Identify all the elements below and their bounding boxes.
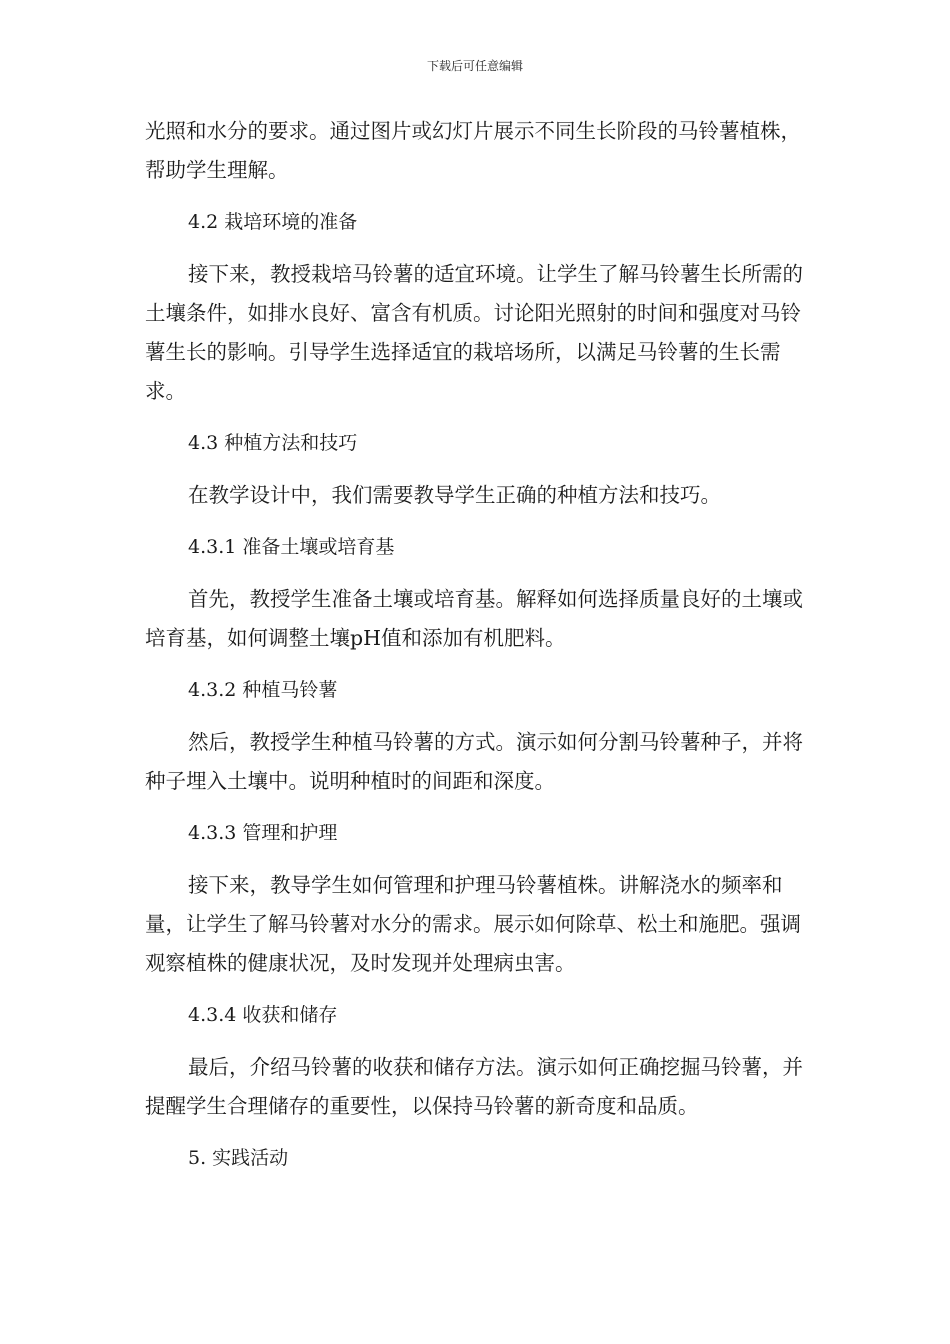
paragraph-planting: 然后，教授学生种植马铃薯的方式。演示如何分割马铃薯种子，并将种子埋入土壤中。说明种植时的间距和深度。 bbox=[145, 730, 803, 793]
paragraph-intro: 光照和水分的要求。通过图片或幻灯片展示不同生长阶段的马铃薯植株，帮助学生理解。 bbox=[145, 119, 801, 182]
section-heading-4-3-2: 4.3.2 种植马铃薯 bbox=[188, 679, 338, 701]
paragraph-soil: 首先，教授学生准备土壤或培育基。解释如何选择质量良好的土壤或培育基，如何调整土壤pH值和添加有机肥料。 bbox=[145, 587, 803, 650]
document-body bbox=[145, 112, 805, 1191]
section-heading-5: 5. 实践活动 bbox=[188, 1147, 289, 1169]
section-heading-4-3-4: 4.3.4 收获和储存 bbox=[188, 1004, 338, 1026]
paragraph-methods: 在教学设计中，我们需要教导学生正确的种植方法和技巧。 bbox=[188, 483, 721, 507]
paragraph-environment: 接下来，教授栽培马铃薯的适宜环境。让学生了解马铃薯生长所需的土壤条件，如排水良好、富含有机质。讨论阳光照射的时间和强度对马铃薯生长的影响。引导学生选择适宜的栽培场所，以满足马铃薯的生长需求。 bbox=[145, 262, 803, 403]
section-heading-4-3-1: 4.3.1 准备土壤或培育基 bbox=[188, 536, 395, 558]
header-note: 下载后可任意编辑 bbox=[426, 59, 523, 73]
section-heading-4-2: 4.2 栽培环境的准备 bbox=[188, 211, 358, 233]
section-heading-4-3: 4.3 种植方法和技巧 bbox=[188, 432, 358, 454]
paragraph-harvest: 最后，介绍马铃薯的收获和储存方法。演示如何正确挖掘马铃薯，并提醒学生合理储存的重要性，以保持马铃薯的新奇度和品质。 bbox=[145, 1055, 803, 1118]
paragraph-care: 接下来，教导学生如何管理和护理马铃薯植株。讲解浇水的频率和量，让学生了解马铃薯对水分的需求。展示如何除草、松土和施肥。强调观察植株的健康状况，及时发现并处理病虫害。 bbox=[145, 873, 801, 975]
section-heading-4-3-3: 4.3.3 管理和护理 bbox=[188, 822, 338, 844]
